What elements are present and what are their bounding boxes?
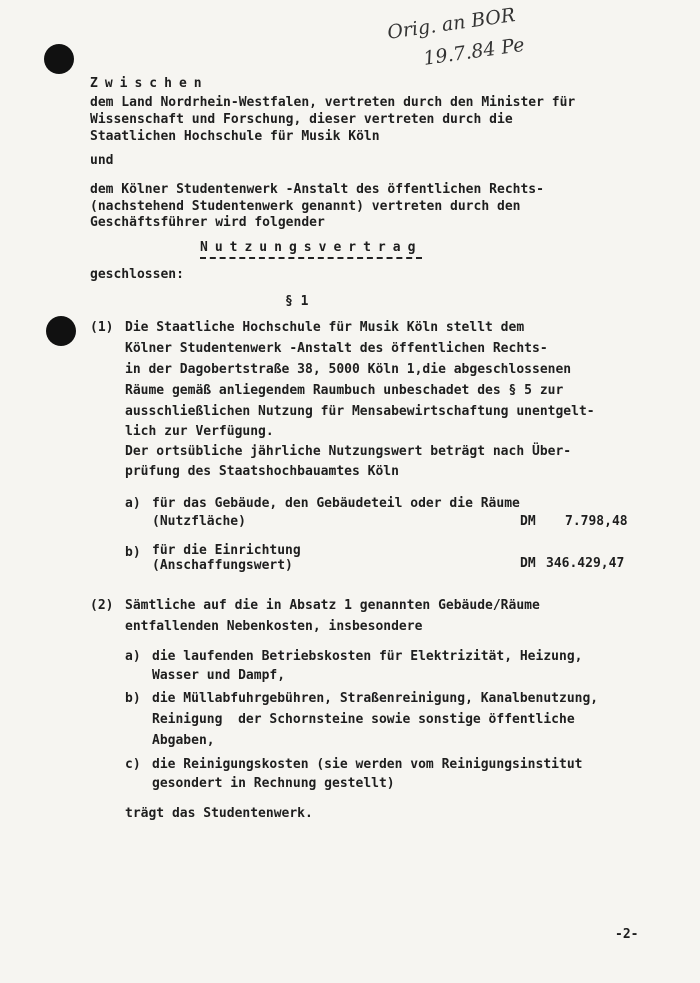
paragraph-1-line4: Räume gemäß anliegendem Raumbuch unbeschadet des § 5 zur: [125, 383, 564, 398]
p1-item-b-line1: für die Einrichtung: [152, 543, 301, 558]
paragraph-2-line2: entfallenden Nebenkosten, insbesondere: [125, 619, 423, 634]
p2-item-b-line1: die Müllabfuhrgebühren, Straßenreinigung, Kanalbenutzung,: [152, 691, 599, 706]
party2-line1: dem Kölner Studentenwerk -Anstalt des öffentlichen Rechts-: [90, 182, 544, 197]
p1-item-b-currency: DM: [520, 556, 536, 571]
party1-line1: dem Land Nordrhein-Westfalen, vertreten durch den Minister für: [90, 95, 576, 110]
p2-item-c-line1: die Reinigungskosten (sie werden vom Reinigungsinstitut: [152, 757, 583, 772]
between-label: Zwischen: [90, 76, 209, 91]
paragraph-1-line7: Der ortsübliche jährliche Nutzungswert beträgt nach Über-: [125, 444, 572, 459]
p2-item-a-line1: die laufenden Betriebskosten für Elektrizität, Heizung,: [152, 649, 583, 664]
contract-title: Nutzungsvertrag: [200, 240, 422, 259]
p2-item-c-line2: gesondert in Rechnung gestellt): [152, 776, 395, 791]
p2-item-b-label: b): [125, 691, 141, 706]
paragraph-1-line8: prüfung des Staatshochbauamtes Köln: [125, 464, 399, 479]
p1-item-b-label: b): [125, 545, 141, 560]
and-label: und: [90, 153, 114, 168]
p1-item-b-line2: (Anschaffungswert): [152, 558, 293, 573]
p1-item-b-amount: 346.429,47: [546, 556, 625, 571]
paragraph-2-line1: Sämtliche auf die in Absatz 1 genannten Gebäude/Räume: [125, 598, 540, 613]
section-heading: § 1: [285, 294, 309, 309]
page-number: -2-: [615, 927, 639, 942]
p1-item-a-currency: DM: [520, 514, 536, 529]
p1-item-a-label: a): [125, 496, 141, 511]
concluded-label: geschlossen:: [90, 267, 184, 282]
party2-line2: (nachstehend Studentenwerk genannt) vertreten durch den: [90, 199, 521, 214]
p2-closing: trägt das Studentenwerk.: [125, 806, 313, 821]
p2-item-b-line2: Reinigung der Schornsteine sowie sonstige öffentliche: [152, 712, 575, 727]
party2-line3: Geschäftsführer wird folgender: [90, 215, 325, 230]
paragraph-1-line3: in der Dagobertstraße 38, 5000 Köln 1,die abgeschlossenen: [125, 362, 572, 377]
paragraph-1-line5: ausschließlichen Nutzung für Mensabewirtschaftung unentgelt-: [125, 404, 595, 419]
handwritten-annotation-line1: Orig. an BOR: [386, 4, 517, 44]
p1-item-a-amount: 7.798,48: [565, 514, 628, 529]
party1-line2: Wissenschaft und Forschung, dieser vertreten durch die: [90, 112, 513, 127]
p1-item-a-line1: für das Gebäude, den Gebäudeteil oder die Räume: [152, 496, 520, 511]
punch-hole-top: [44, 44, 74, 74]
p2-item-c-label: c): [125, 757, 141, 772]
paragraph-2-number: (2): [90, 598, 114, 613]
p2-item-b-line3: Abgaben,: [152, 733, 215, 748]
p2-item-a-line2: Wasser und Dampf,: [152, 668, 286, 683]
p2-item-a-label: a): [125, 649, 141, 664]
paragraph-1-line1: Die Staatliche Hochschule für Musik Köln stellt dem: [125, 320, 525, 335]
paragraph-1-line6: lich zur Verfügung.: [125, 424, 274, 439]
p1-item-a-line2: (Nutzfläche): [152, 514, 246, 529]
handwritten-annotation-line2: 19.7.84 Pe: [422, 33, 526, 70]
party1-line3: Staatlichen Hochschule für Musik Köln: [90, 129, 380, 144]
paragraph-1-number: (1): [90, 320, 114, 335]
punch-hole-middle: [46, 316, 76, 346]
paragraph-1-line2: Kölner Studentenwerk -Anstalt des öffentlichen Rechts-: [125, 341, 548, 356]
